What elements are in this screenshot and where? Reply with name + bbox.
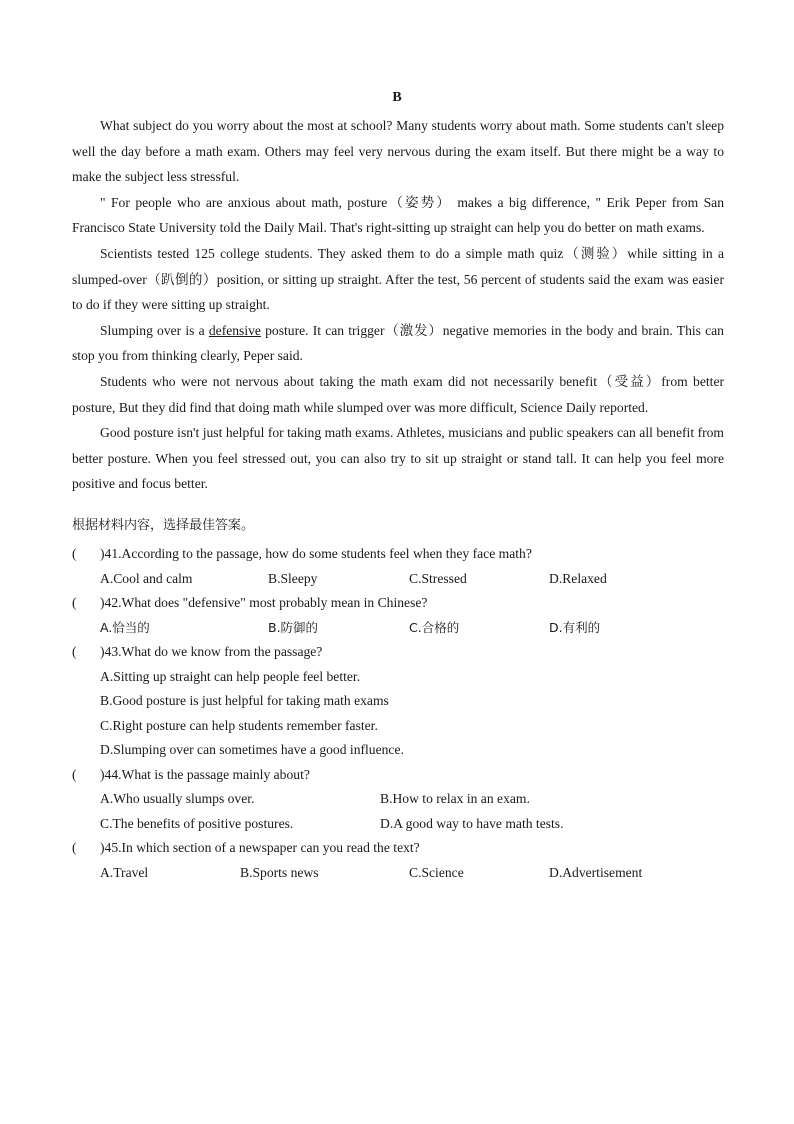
question-stem: )43.What do we know from the passage? (100, 644, 323, 659)
underlined-word-defensive: defensive (208, 322, 261, 338)
answer-blank[interactable]: ( (72, 840, 77, 855)
question-stem: )45.In which section of a newspaper can you read the text? (100, 840, 420, 855)
reading-passage (72, 113, 724, 497)
answer-blank[interactable]: ( (72, 546, 77, 561)
options-44-row-2 (72, 812, 724, 837)
question-42 (72, 591, 724, 616)
paragraph-4-lead: Slumping over is a (100, 322, 209, 338)
question-41 (72, 542, 724, 567)
answer-blank[interactable]: ( (72, 595, 77, 610)
option-a[interactable]: A.Travel (100, 864, 149, 880)
question-45 (72, 836, 724, 861)
question-stem: )41.According to the passage, how do some students feel when they face math? (100, 546, 532, 561)
option-d[interactable]: D.Advertisement (549, 864, 643, 880)
passage-paragraph-2: " For people who are anxious about math, posture（姿势） makes a big difference, " Erik Peper from San Francisco State University told the Daily Mail. That's right-sitting up straight can help you do better on math exams. (72, 194, 724, 236)
option-d[interactable]: D.Slumping over can sometimes have a good influence. (100, 742, 404, 757)
section-title: B (392, 90, 402, 105)
option-c[interactable]: C.Science (409, 864, 464, 880)
option-c[interactable]: C.Right posture can help students remember faster. (100, 717, 378, 733)
option-a[interactable]: A.Cool and calm (100, 570, 193, 586)
passage-paragraph-1: What subject do you worry about the most at school? Many students worry about math. Some students can't sleep well the day before a math exam. Others may feel very nervous during the exam itself. But there might be a way to make the subject less stressful. (72, 118, 724, 185)
option-a[interactable]: A.Who usually slumps over. (100, 791, 255, 806)
options-45 (72, 861, 724, 886)
options-41 (72, 567, 724, 592)
question-stem: )44.What is the passage mainly about? (100, 766, 310, 782)
passage-paragraph-4 (72, 318, 724, 369)
option-d[interactable]: D.A good way to have math tests. (380, 815, 564, 831)
option-a[interactable]: A.恰当的 (100, 619, 150, 635)
option-b[interactable]: B.Sports news (240, 864, 319, 880)
answer-blank[interactable]: ( (72, 766, 77, 782)
question-43 (72, 640, 724, 665)
option-c[interactable]: C.The benefits of positive postures. (100, 815, 294, 831)
options-42 (72, 616, 724, 641)
option-b[interactable]: B.防御的 (268, 619, 319, 635)
option-b[interactable]: B.Sleepy (268, 570, 318, 586)
passage-paragraph-3: Scientists tested 125 college students. They asked them to do a simple math quiz（测验）while sitting in a slumped-over（趴倒的）position, or sitting up straight. After the test, 56 percent of students said the exam was easier to do if they were sitting up straight. (72, 245, 724, 313)
answer-blank[interactable]: ( (72, 644, 77, 659)
option-d[interactable]: D.Relaxed (549, 570, 607, 586)
instruction-text: 根据材料内容，选择最佳答案。 (72, 518, 255, 533)
paragraph-4-rest: posture. It can trigger（激发）negative memories in the body and brain. This can stop you from thinking clearly, Peper said. (72, 322, 724, 364)
option-c[interactable]: C.合格的 (409, 619, 460, 635)
question-stem: )42.What does "defensive" most probably mean in Chinese? (100, 595, 428, 610)
passage-paragraph-6: Good posture isn't just helpful for taking math exams. Athletes, musicians and public speakers can all benefit from better posture. When you feel stressed out, you can also try to sit up straight or stand tall. It can help you feel more positive and focus better. (72, 425, 724, 492)
question-list (72, 542, 724, 885)
option-c[interactable]: C.Stressed (409, 570, 467, 586)
passage-paragraph-5: Students who were not nervous about taking the math exam did not necessarily benefit（受益）from better posture, But they did find that doing math while slumped over was more difficult, Science Daily reported. (72, 373, 724, 415)
option-b[interactable]: B.Good posture is just helpful for taking math exams (100, 693, 389, 708)
option-a[interactable]: A.Sitting up straight can help people feel better. (100, 668, 361, 684)
option-b[interactable]: B.How to relax in an exam. (380, 791, 530, 806)
question-44 (72, 763, 724, 788)
options-44-row-1 (72, 787, 724, 812)
option-d[interactable]: D.有利的 (549, 619, 601, 635)
